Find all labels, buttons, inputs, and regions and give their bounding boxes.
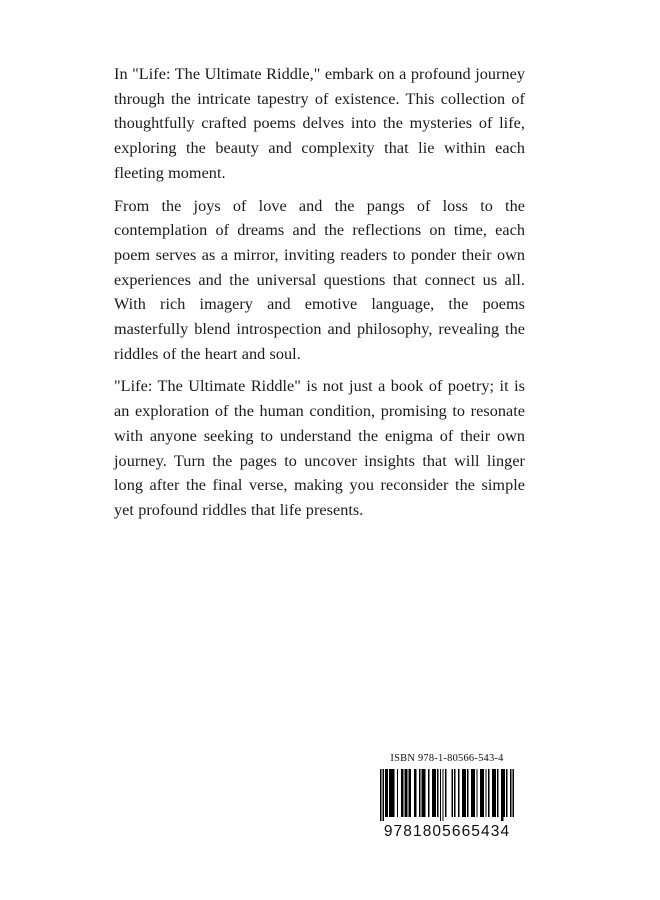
ean13-barcode-icon [380,769,514,821]
book-description [114,62,525,523]
isbn-digits: 9781805665434 [383,823,511,840]
blurb-paragraph-2: From the joys of love and the pangs of loss to the contemplation of dreams and the reflections on time, each poem serves as a mirror, inviting readers to ponder their own experiences and the universal questions that connect us all. With rich imagery and emotive language, the poems masterfully blend introspection and philosophy, revealing the riddles of the heart and soul. [114,196,525,363]
isbn-label: ISBN 978-1-80566-543-4 [390,753,504,764]
blurb-paragraph-1: In "Life: The Ultimate Riddle," embark on a profound journey through the intricate tapestry of existence. This collection of thoughtfully crafted poems delves into the mysteries of life, exploring the beauty and complexity that lie within each fleeting moment. [114,65,525,182]
blurb-paragraph-3: "Life: The Ultimate Riddle" is not just a book of poetry; it is an exploration of the human condition, promising to resonate with anyone seeking to understand the enigma of their own journey. Turn the pages to uncover insights that will linger long after the final verse, making you reconsider the simple yet profound riddles that life presents. [114,377,525,519]
isbn-barcode-block [372,753,522,841]
